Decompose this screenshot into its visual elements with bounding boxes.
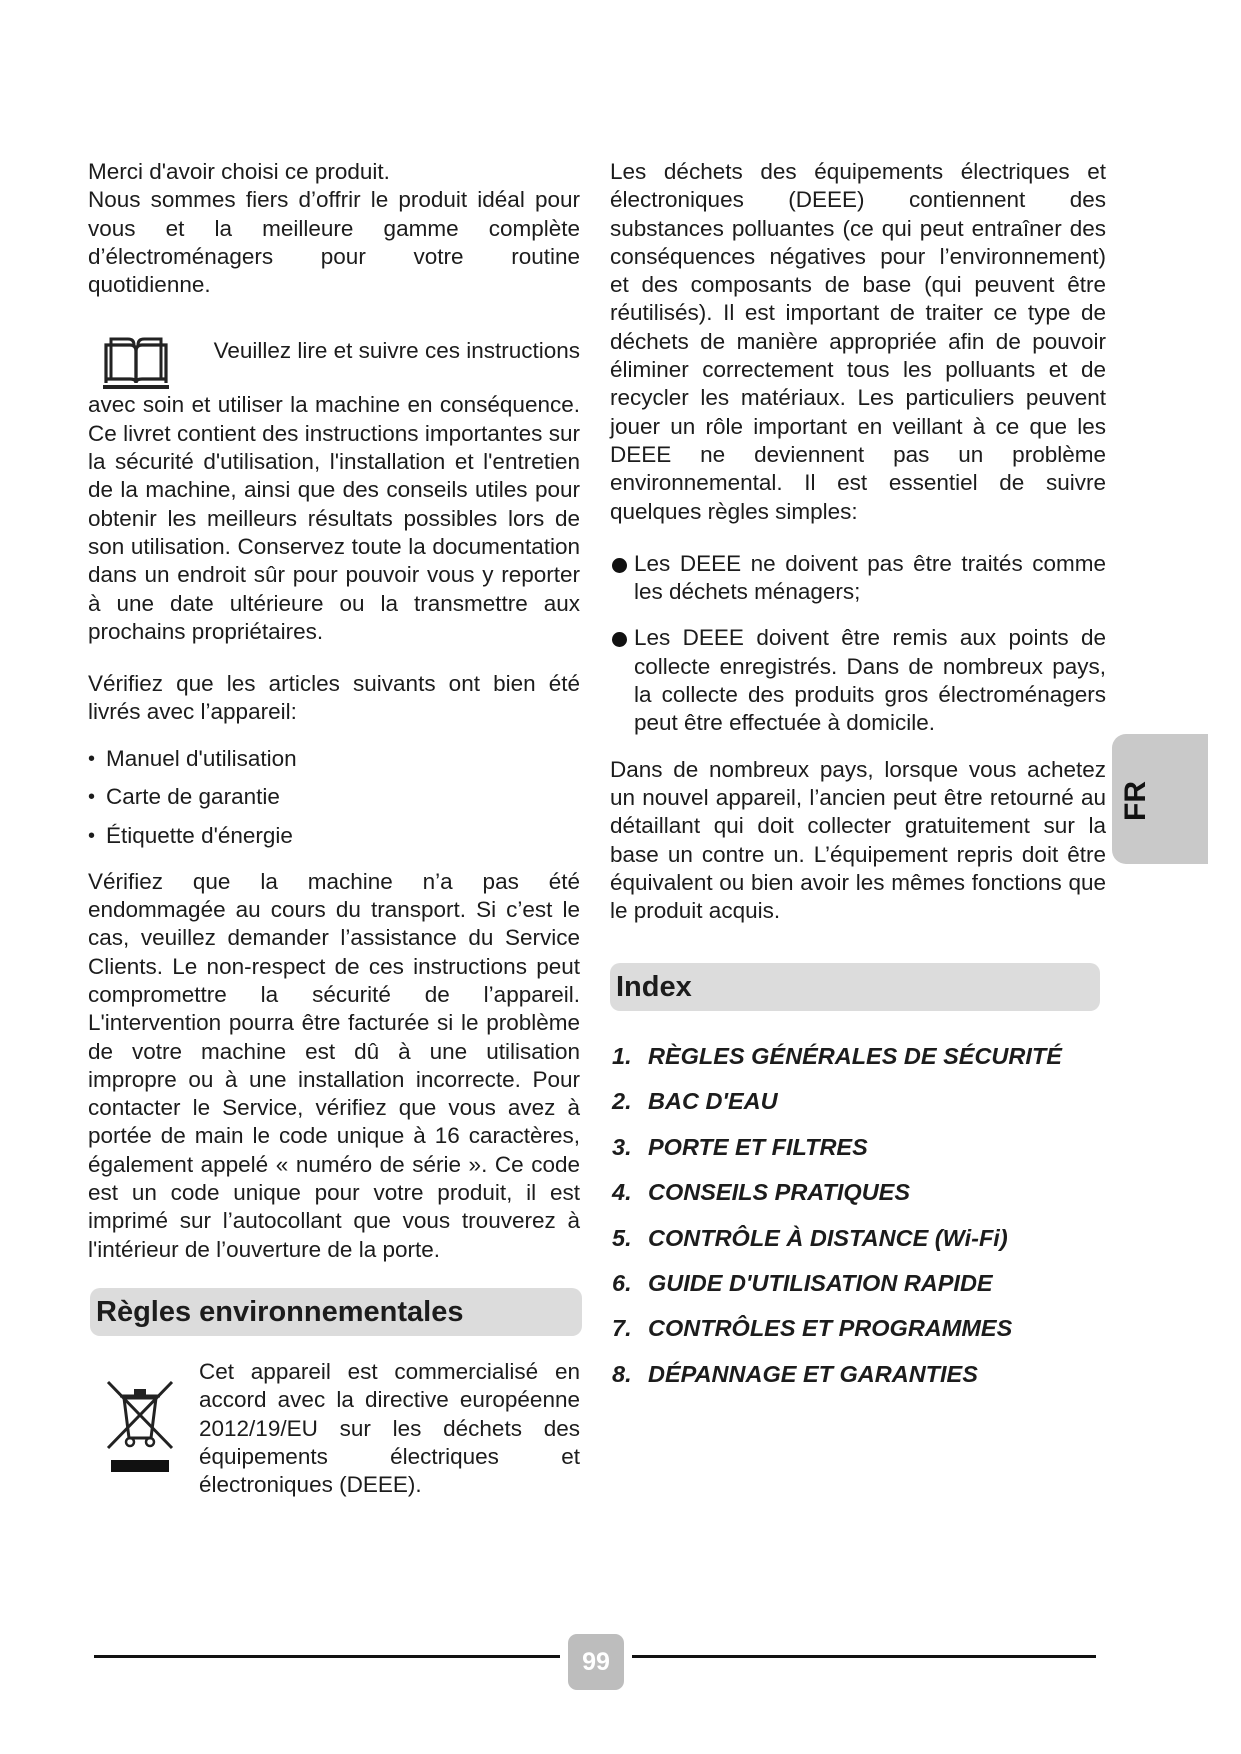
list-item: Les DEEE ne doivent pas être traités comme les déchets ménagers; [610, 550, 1106, 607]
environment-heading [90, 1288, 582, 1336]
delivered-items-list [88, 745, 580, 850]
index-item[interactable]: 8. DÉPANNAGE ET GARANTIES [612, 1360, 978, 1387]
left-column [88, 158, 580, 1499]
list-item: • Étiquette d'énergie [88, 822, 580, 850]
right-column [610, 158, 1106, 1397]
index-item[interactable]: 6. GUIDE D'UTILISATION RAPIDE [612, 1269, 993, 1296]
read-instructions-block [88, 337, 580, 646]
take-back-text: Dans de nombreux pays, lorsque vous achetez un nouvel appareil, l’ancien peut être retourné au détaillant qui doit collecter gratuitement sur la base un contre un. L’équipement repris doit être équivalent ou bien avoir les mêmes fonctions que le produit acquis. [610, 756, 1106, 924]
list-item: • Manuel d'utilisation [88, 745, 580, 773]
footer-rule-left [94, 1655, 560, 1658]
footer-rule-right [632, 1655, 1096, 1658]
weee-directive-text: Cet appareil est commercialisé en accord avec la directive européenne 2012/19/EU sur les déchets des équipements électriques et électroniques (DEEE). [199, 1358, 580, 1498]
weee-intro-text: Les déchets des équipements électriques et électroniques (DEEE) contiennent des substances polluantes (ce qui peut entraîner des conséquences négatives pour l’environnement) et des composants de base (qui peuvent être réutilisés). Il est important de traiter ce type de déchets de manière appropriée afin de pouvoir éliminer correctement tous les polluants et de recycler les matériaux. Les particuliers peuvent jouer un rôle important en veillant à ce que les DEEE ne deviennent pas un problème environnemental. Il est essentiel de suivre quelques règles simples: [610, 159, 1106, 524]
index-item[interactable]: 7. CONTRÔLES ET PROGRAMMES [612, 1315, 1013, 1342]
crossed-out-wheelie-bin-icon [104, 1376, 176, 1476]
page-number: 99 [568, 1634, 624, 1690]
open-book-icon [100, 335, 172, 391]
intro-line-2: Nous sommes fiers d’offrir le produit idéal pour vous et la meilleure gamme complète d’électroménagers pour votre routine quotidienne. [88, 187, 580, 298]
index-list [610, 1033, 1106, 1396]
index-item[interactable]: 4. CONSEILS PRATIQUES [612, 1179, 911, 1206]
index-item[interactable]: 2. BAC D'EAU [612, 1088, 778, 1115]
environment-heading-label: Règles environnementales [96, 1295, 464, 1328]
index-item[interactable]: 5. CONTRÔLE À DISTANCE (Wi-Fi) [612, 1224, 1008, 1251]
language-tab-label: FR [1119, 781, 1152, 821]
index-item[interactable]: 1. RÈGLES GÉNÉRALES DE SÉCURITÉ [612, 1042, 1062, 1069]
index-heading-label: Index [616, 971, 692, 1004]
list-item: • Carte de garantie [88, 783, 580, 811]
intro-line-1: Merci d'avoir choisi ce produit. [88, 159, 390, 184]
damage-check-text: Vérifiez que la machine n’a pas été endommagée au cours du transport. Si c’est le cas, veuillez demander l’assistance du Service Clients. Le non-respect de ces instructions peut compromettre la sécurité de l’appareil. L'intervention pourra être facturée si le problème de votre machine est dû à une utilisation impropre ou à une installation incorrecte. Pour contacter le Service, vérifiez que vous avez à portée de main le code unique à 16 caractères, également appelé « numéro de série ». Ce code est un code unique pour votre produit, il est imprimé sur l’autocollant que vous trouverez à l'intérieur de l’ouverture de la porte. [88, 868, 580, 1262]
weee-directive-block [88, 1358, 580, 1499]
index-heading [610, 963, 1100, 1011]
read-instructions-lead: Veuillez lire et suivre ces instructions [213, 338, 580, 364]
weee-rules-list [610, 550, 1106, 738]
read-instructions-body: avec soin et utiliser la machine en conséquence. Ce livret contient des instructions importantes sur la sécurité d'utilisation, l'installation et l'entretien de la machine, ainsi que des conseils utiles pour obtenir les meilleurs résultats possibles lors de son utilisation. Conservez toute la documentation dans un endroit sûr pour pouvoir vous y reporter à une date ultérieure ou la transmettre aux prochains propriétaires. [88, 392, 580, 644]
index-item[interactable]: 3. PORTE ET FILTRES [612, 1133, 868, 1160]
list-item: Les DEEE doivent être remis aux points de collecte enregistrés. Dans de nombreux pays, la collecte des produits gros électroménagers peut être effectuée à domicile. [610, 624, 1106, 737]
delivery-check-text: Vérifiez que les articles suivants ont bien été livrés avec l’appareil: [88, 671, 580, 725]
